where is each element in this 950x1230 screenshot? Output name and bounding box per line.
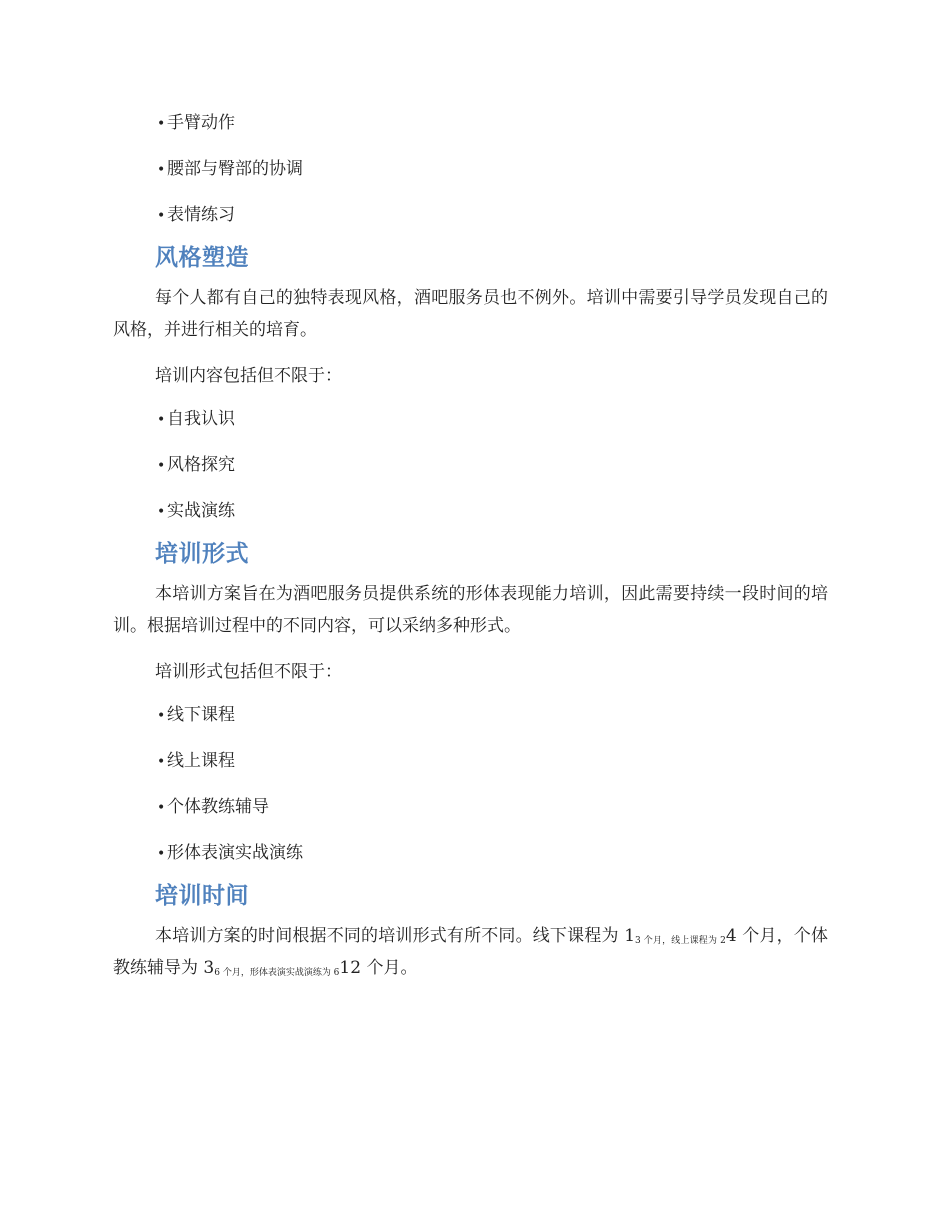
page-content [113,108,828,998]
small-text-run: 3 个月，线上课程为 2 [635,936,726,946]
list-intro: 培训内容包括但不限于： [155,366,342,386]
list-item [157,450,828,481]
list-item [157,200,828,231]
list-item-text: 手臂动作 [167,113,235,133]
list-item [157,746,828,777]
list-item [157,838,828,869]
list-item-text: 线上课程 [167,751,235,771]
bullet-icon: • [157,162,166,178]
bullet-icon: • [157,504,166,520]
list-intro: 培训形式包括但不限于： [155,662,342,682]
list-item [157,792,828,823]
small-text-run: 6 个月，形体表演实战演练为 6 [214,968,340,978]
bullet-icon: • [157,116,166,132]
paragraph: 本培训方案旨在为酒吧服务员提供系统的形体表现能力培训，因此需要持续一段时间的培训。根据培训过程中的不同内容，可以采纳多种形式。 [113,584,828,636]
list-item [157,496,828,527]
list-item-text: 腰部与臀部的协调 [167,159,303,179]
text-run: 本培训方案的时间根据不同的培训形式有所不同。线下课程为 1 [155,926,636,946]
list-item-text: 风格探究 [167,455,235,475]
bullet-icon: • [157,412,166,428]
list-item-text: 个体教练辅导 [167,797,269,817]
bullet-icon: • [157,800,166,816]
text-run: 12 个月。 [339,958,418,978]
paragraph-time [113,920,828,984]
list-item-text: 表情练习 [167,205,235,225]
text-run: 4 个 [725,926,760,946]
list-item-text: 线下课程 [167,705,235,725]
section-heading-time: 培训时间 [155,883,249,909]
list-item-text: 实战演练 [167,501,235,521]
list-item [157,154,828,185]
bullet-icon: • [157,458,166,474]
section-heading-style: 风格塑造 [155,245,249,271]
list-item [157,108,828,139]
text-run: 月，个体教练辅导为 3 [113,926,828,978]
section-heading-form: 培训形式 [155,541,249,567]
list-item-text: 自我认识 [167,409,235,429]
bullet-icon: • [157,846,166,862]
list-item [157,700,828,731]
paragraph: 每个人都有自己的独特表现风格，酒吧服务员也不例外。培训中需要引导学员发现自己的风格，并进行相关的培育。 [113,288,828,340]
bullet-icon: • [157,708,166,724]
list-item [157,404,828,435]
list-item-text: 形体表演实战演练 [167,843,303,863]
bullet-icon: • [157,754,166,770]
bullet-icon: • [157,208,166,224]
